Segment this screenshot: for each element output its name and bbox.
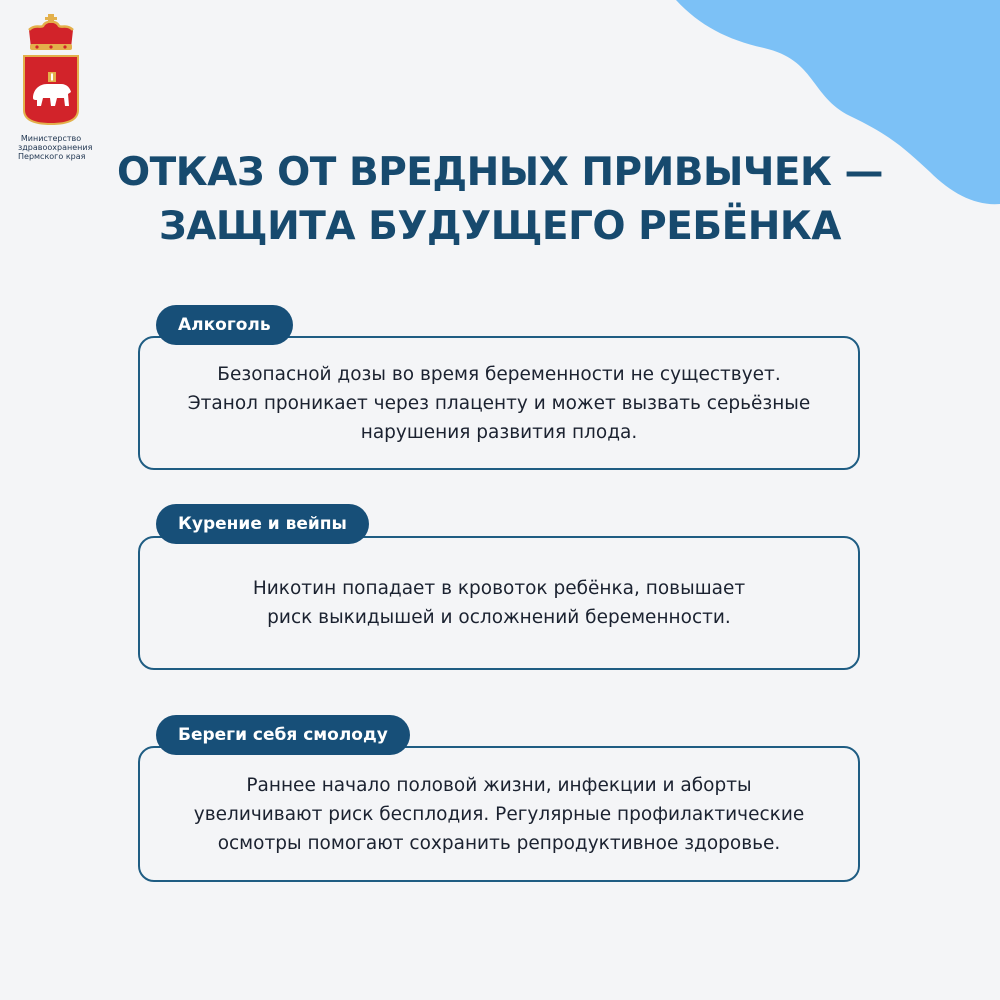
card-text-line: Безопасной дозы во время беременности не существует.: [217, 363, 781, 385]
page-title: [0, 146, 1000, 254]
ministry-name-line: Пермского края: [18, 152, 86, 161]
card-text-line: Этанол проникает через плаценту и может вызвать серьёзные: [187, 392, 811, 414]
reproductive-health-card: [138, 746, 860, 882]
ministry-name-line: Министерство: [20, 134, 82, 143]
card-text-line: Раннее начало половой жизни, инфекции и аборты: [246, 774, 752, 796]
page-title-line: ОТКАЗ ОТ ВРЕДНЫХ ПРИВЫЧЕК —: [117, 150, 883, 195]
reproductive-health-tag: Береги себя смолоду: [156, 715, 410, 755]
smoking-card: [138, 536, 860, 670]
reproductive-health-text: [194, 771, 804, 858]
card-text-line: осмотры помогают сохранить репродуктивное здоровье.: [217, 832, 781, 854]
alcohol-tag: Алкоголь: [156, 305, 293, 345]
card-text-line: нарушения развития плода.: [360, 421, 638, 443]
alcohol-card: [138, 336, 860, 470]
card-text-line: увеличивают риск бесплодия. Регулярные профилактические: [193, 803, 805, 825]
ministry-logo: [18, 14, 93, 161]
perm-krai-coat-of-arms-icon: [21, 14, 81, 126]
smoking-text: [253, 574, 745, 632]
smoking-tag: Курение и вейпы: [156, 504, 369, 544]
page-title-line: ЗАЩИТА БУДУЩЕГО РЕБЁНКА: [159, 204, 841, 249]
ministry-name-line: здравоохранения: [18, 143, 93, 152]
alcohol-text: [188, 360, 811, 447]
card-text-line: риск выкидышей и осложнений беременности.: [267, 607, 731, 628]
card-text-line: Никотин попадает в кровоток ребёнка, повышает: [252, 578, 746, 599]
